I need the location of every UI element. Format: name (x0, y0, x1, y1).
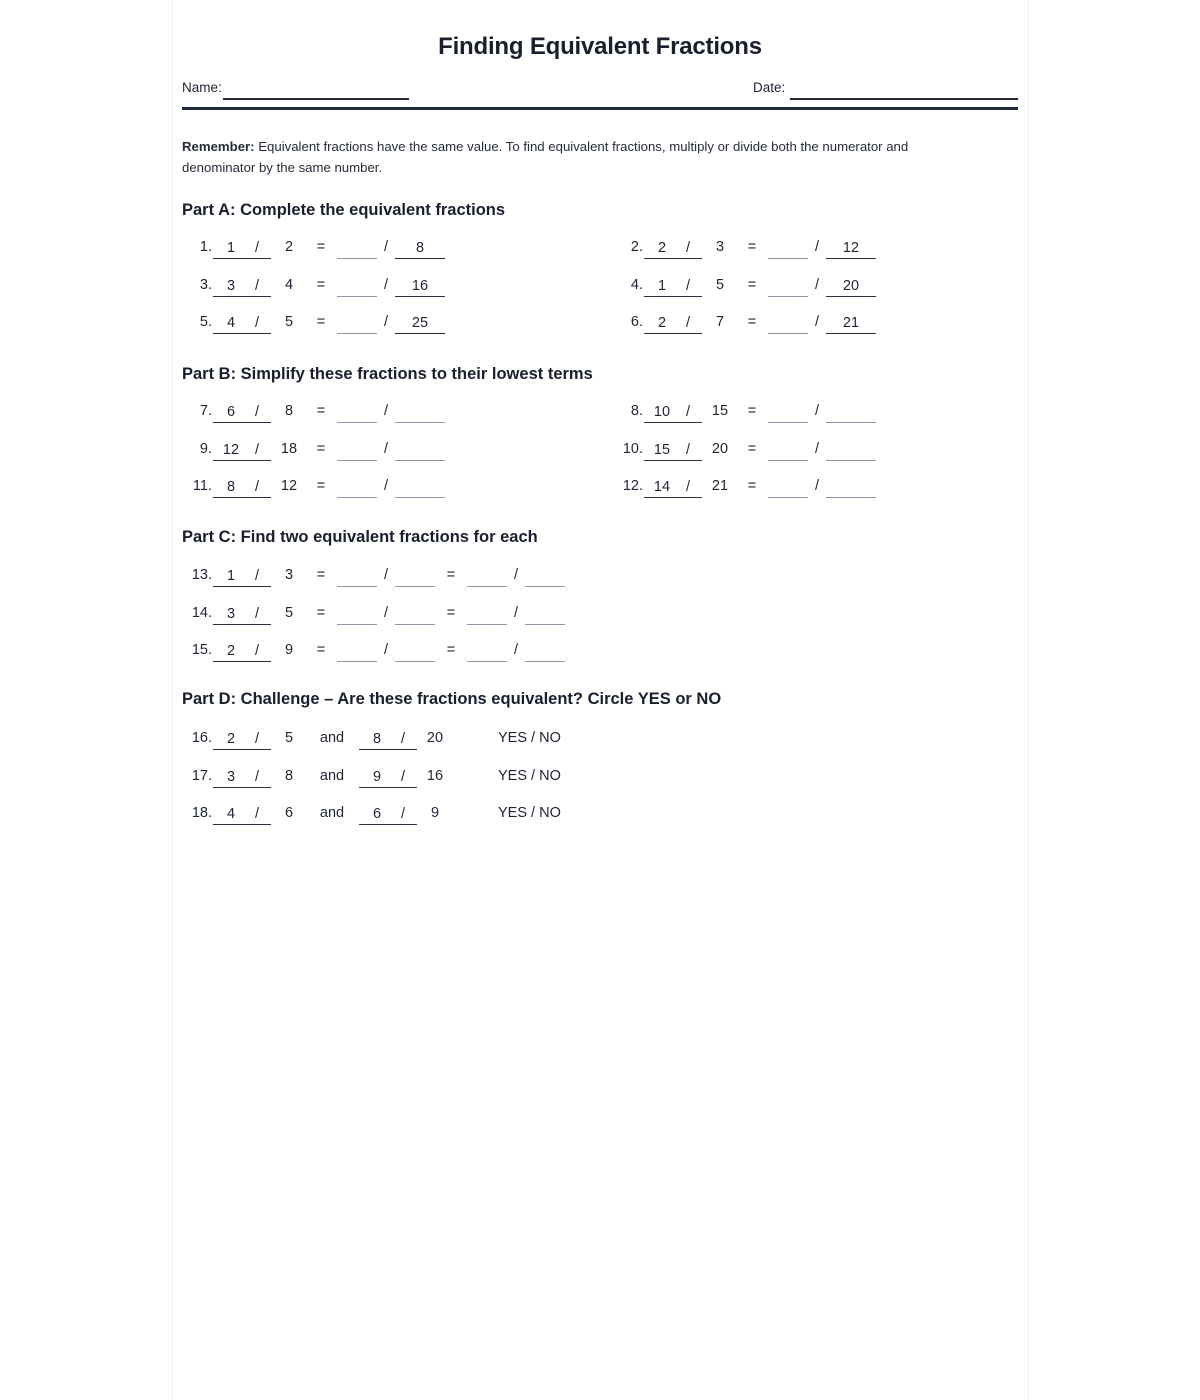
answer-denominator[interactable] (826, 441, 876, 461)
problem-row (613, 276, 877, 306)
problem-row (182, 767, 561, 797)
answer1-denominator-blank[interactable] (395, 567, 435, 587)
problem-row (182, 313, 446, 343)
problem-number: 2. (630, 239, 643, 255)
numerator-text: 8 (226, 479, 236, 495)
equals-sign: = (316, 567, 326, 583)
and-label: and (319, 767, 345, 784)
answer-denominator[interactable] (826, 478, 876, 498)
denominator-value: 15 (711, 403, 729, 419)
section-heading-part-b: Part B: Simplify these fractions to their lowest terms (182, 365, 593, 383)
answer2-numerator-blank[interactable] (467, 605, 507, 625)
and-label: and (319, 805, 345, 821)
answer-denominator: 20 (826, 277, 876, 297)
date-input-line[interactable] (790, 98, 1018, 100)
fraction-slash: / (383, 642, 389, 658)
equals-sign: = (747, 403, 757, 419)
equals-sign: = (747, 478, 757, 494)
equals-sign: = (316, 239, 326, 255)
numerator-text: 3 (226, 605, 236, 622)
fraction-slash-inline: / (400, 806, 406, 822)
numerator-text: 15 (653, 441, 671, 458)
fraction-slash-inline: / (254, 643, 260, 659)
denominator-value: 8 (284, 767, 294, 784)
page-edge-right (1028, 0, 1029, 1400)
answer-numerator-blank[interactable] (768, 441, 808, 461)
equals-sign-2: = (446, 604, 456, 621)
numerator-text: 8 (372, 731, 382, 747)
answer1-numerator-blank[interactable] (337, 567, 377, 587)
answer-numerator-blank[interactable] (337, 277, 377, 297)
numerator-text: 3 (226, 768, 236, 785)
answer-numerator-blank[interactable] (768, 277, 808, 297)
remember-body: Equivalent fractions have the same value. To find equivalent fractions, multiply or divide both the numerator and denominator by the same number. (182, 139, 909, 175)
problem-row (613, 238, 877, 268)
answer-denominator[interactable] (395, 478, 445, 498)
answer-denominator[interactable] (395, 403, 445, 423)
numerator-value (213, 642, 271, 662)
answer-numerator-blank[interactable] (337, 403, 377, 423)
problem-number: 5. (199, 314, 212, 330)
numerator-value (213, 730, 271, 750)
denominator-value: 7 (715, 314, 725, 330)
problem-row (613, 477, 877, 507)
numerator-text: 2 (226, 643, 236, 659)
yes-no-choice[interactable]: YES / NO (498, 805, 561, 821)
equals-sign: = (747, 239, 757, 255)
equals-sign: = (316, 403, 326, 419)
section-heading-part-d: Part D: Challenge – Are these fractions equivalent? Circle YES or NO (182, 690, 722, 708)
denominator-value: 4 (284, 276, 294, 293)
fraction-slash: / (383, 604, 389, 621)
numerator2-value (359, 768, 417, 788)
problem-number: 7. (199, 403, 212, 419)
name-input-line[interactable] (223, 98, 409, 100)
answer-numerator-blank[interactable] (768, 403, 808, 423)
fraction-slash-inline: / (254, 768, 260, 785)
numerator-text: 2 (226, 731, 236, 747)
fraction-slash-inline: / (254, 404, 260, 420)
problem-row (182, 641, 566, 671)
answer2-denominator-blank[interactable] (525, 567, 565, 587)
numerator-text: 1 (226, 240, 236, 256)
numerator-text: 2 (657, 315, 667, 331)
fraction-slash: / (814, 239, 820, 255)
numerator-text: 6 (372, 806, 382, 822)
problem-row (182, 477, 446, 507)
numerator-value (644, 403, 702, 423)
numerator-value (213, 314, 271, 334)
fraction-slash: / (383, 440, 389, 457)
fraction-slash-inline: / (400, 768, 406, 785)
answer-numerator-blank[interactable] (768, 239, 808, 259)
remember-note (182, 136, 972, 178)
equals-sign: = (316, 478, 326, 494)
fraction-slash: / (814, 314, 820, 330)
fraction-slash: / (383, 478, 389, 494)
problem-row (613, 402, 877, 432)
denominator-value: 5 (715, 276, 725, 293)
problem-row (182, 276, 446, 306)
yes-no-choice[interactable]: YES / NO (498, 767, 561, 784)
problem-number: 9. (199, 440, 212, 457)
equals-sign: = (316, 642, 326, 658)
denominator2-value: 20 (426, 730, 444, 746)
equals-sign: = (747, 314, 757, 330)
numerator-value (213, 805, 271, 825)
answer1-denominator-blank[interactable] (395, 642, 435, 662)
numerator-value (213, 605, 271, 625)
numerator-text: 6 (226, 404, 236, 420)
section-heading-part-c: Part C: Find two equivalent fractions for each (182, 528, 538, 546)
numerator-text: 1 (657, 277, 667, 294)
header-divider (182, 107, 1018, 110)
answer-denominator: 16 (395, 277, 445, 297)
fraction-slash-inline: / (254, 568, 260, 584)
yes-no-choice[interactable]: YES / NO (498, 730, 561, 746)
fraction-slash-2: / (513, 604, 519, 621)
fraction-slash-inline: / (254, 240, 260, 256)
denominator-value: 9 (284, 642, 294, 658)
answer-numerator-blank[interactable] (768, 478, 808, 498)
problem-row (182, 804, 561, 834)
numerator-text: 3 (226, 277, 236, 294)
equals-sign: = (747, 276, 757, 293)
answer-numerator-blank[interactable] (337, 314, 377, 334)
problem-row (182, 238, 446, 268)
answer1-numerator-blank[interactable] (337, 642, 377, 662)
denominator-value: 21 (711, 478, 729, 494)
numerator-value (213, 768, 271, 788)
problem-number: 14. (191, 604, 212, 621)
fraction-slash-inline: / (685, 441, 691, 458)
problem-number: 10. (622, 440, 643, 457)
name-date-row (182, 79, 1018, 101)
denominator-value: 18 (280, 440, 298, 457)
equals-sign: = (316, 314, 326, 330)
fraction-slash-inline: / (685, 404, 691, 420)
numerator2-value (359, 805, 417, 825)
answer1-denominator-blank[interactable] (395, 605, 435, 625)
problem-number: 4. (630, 276, 643, 293)
numerator-value (644, 277, 702, 297)
numerator-text: 12 (222, 441, 240, 458)
fraction-slash-inline: / (254, 731, 260, 747)
equals-sign-2: = (446, 642, 456, 658)
numerator-value (644, 239, 702, 259)
denominator-value: 5 (284, 730, 294, 746)
problem-row (613, 440, 877, 470)
problem-number: 15. (191, 642, 212, 658)
problem-number: 16. (191, 730, 212, 746)
problem-row (182, 440, 446, 470)
numerator2-value (359, 730, 417, 750)
denominator-value: 5 (284, 604, 294, 621)
problem-row (182, 729, 561, 759)
denominator-value: 6 (284, 805, 294, 821)
answer-numerator-blank[interactable] (768, 314, 808, 334)
problem-number: 18. (191, 805, 212, 821)
fraction-slash-inline: / (685, 315, 691, 331)
equals-sign: = (316, 604, 326, 621)
answer2-denominator-blank[interactable] (525, 642, 565, 662)
numerator-value (213, 277, 271, 297)
problem-row (613, 313, 877, 343)
equals-sign-2: = (446, 567, 456, 583)
answer2-numerator-blank[interactable] (467, 567, 507, 587)
fraction-slash: / (383, 567, 389, 583)
numerator-value (644, 314, 702, 334)
denominator-value: 8 (284, 403, 294, 419)
fraction-slash-inline: / (254, 441, 260, 458)
remember-label: Remember: (182, 139, 255, 154)
denominator-value: 3 (284, 567, 294, 583)
numerator-value (644, 441, 702, 461)
numerator-text: 4 (226, 315, 236, 331)
fraction-slash: / (814, 276, 820, 293)
fraction-slash-inline: / (254, 277, 260, 294)
numerator-text: 1 (226, 568, 236, 584)
fraction-slash: / (383, 314, 389, 330)
denominator-value: 3 (715, 239, 725, 255)
problem-number: 11. (192, 478, 212, 494)
fraction-slash: / (814, 478, 820, 494)
numerator-text: 10 (653, 404, 671, 420)
problem-row (182, 604, 566, 634)
fraction-slash-inline: / (685, 479, 691, 495)
answer1-numerator-blank[interactable] (337, 605, 377, 625)
denominator-value: 20 (711, 440, 729, 457)
fraction-slash-inline: / (254, 315, 260, 331)
numerator-value (213, 478, 271, 498)
fraction-slash-inline: / (400, 731, 406, 747)
page-title: Finding Equivalent Fractions (438, 33, 762, 60)
problem-number: 1. (199, 239, 212, 255)
problem-number: 17. (191, 767, 212, 784)
denominator-value: 12 (280, 478, 298, 494)
answer-numerator-blank[interactable] (337, 239, 377, 259)
answer-denominator[interactable] (395, 441, 445, 461)
fraction-slash-2: / (513, 642, 519, 658)
denominator2-value: 16 (426, 767, 444, 784)
answer2-denominator-blank[interactable] (525, 605, 565, 625)
date-label: Date: (753, 80, 786, 95)
denominator2-value: 9 (430, 805, 440, 821)
fraction-slash: / (814, 403, 820, 419)
answer-denominator: 8 (395, 239, 445, 259)
answer-numerator-blank[interactable] (337, 478, 377, 498)
answer-denominator: 25 (395, 314, 445, 334)
numerator-text: 14 (653, 479, 671, 495)
problem-number: 12. (622, 478, 643, 494)
equals-sign: = (316, 440, 326, 457)
fraction-slash: / (383, 403, 389, 419)
problem-number: 8. (630, 403, 643, 419)
problem-number: 13. (191, 567, 212, 583)
numerator-text: 4 (226, 806, 236, 822)
equals-sign: = (747, 440, 757, 457)
fraction-slash-inline: / (685, 277, 691, 294)
and-label: and (319, 730, 345, 746)
fraction-slash-2: / (513, 567, 519, 583)
fraction-slash: / (814, 440, 820, 457)
equals-sign: = (316, 276, 326, 293)
numerator-text: 2 (657, 240, 667, 256)
section-heading-part-a: Part A: Complete the equivalent fractions (182, 201, 506, 219)
problem-row (182, 566, 566, 596)
name-label: Name: (182, 80, 222, 95)
fraction-slash-inline: / (685, 240, 691, 256)
answer-denominator: 21 (826, 314, 876, 334)
numerator-value (213, 567, 271, 587)
fraction-slash-inline: / (254, 479, 260, 495)
fraction-slash-inline: / (254, 806, 260, 822)
answer-denominator[interactable] (826, 403, 876, 423)
numerator-value (213, 239, 271, 259)
numerator-value (644, 478, 702, 498)
numerator-value (213, 403, 271, 423)
numerator-value (213, 441, 271, 461)
denominator-value: 5 (284, 314, 294, 330)
answer2-numerator-blank[interactable] (467, 642, 507, 662)
fraction-slash-inline: / (254, 605, 260, 622)
problem-row (182, 402, 446, 432)
numerator-text: 9 (372, 768, 382, 785)
fraction-slash: / (383, 239, 389, 255)
page-edge-left (172, 0, 173, 1400)
problem-number: 6. (630, 314, 643, 330)
problem-number: 3. (199, 276, 212, 293)
fraction-slash: / (383, 276, 389, 293)
answer-numerator-blank[interactable] (337, 441, 377, 461)
denominator-value: 2 (284, 239, 294, 255)
answer-denominator: 12 (826, 239, 876, 259)
